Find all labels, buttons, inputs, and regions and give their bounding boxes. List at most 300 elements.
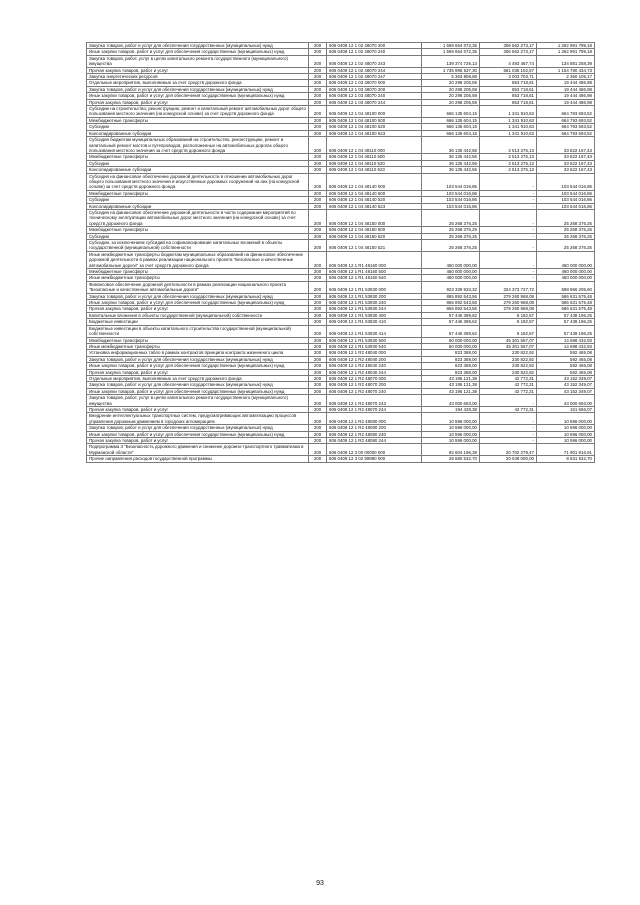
row-unexecuted-amount-cell: 43 152 349,07 <box>537 375 595 381</box>
row-approved-amount-cell: 25 268 376,25 <box>422 233 480 239</box>
row-budget-code-cell: 606 0409 12 1 02 48070 200 <box>327 43 422 49</box>
row-unexecuted-amount-cell: 33 622 167,43 <box>537 154 595 160</box>
row-approved-amount-cell: 666 135 604,15 <box>422 124 480 130</box>
row-unexecuted-amount-cell: 8 631 532,70 <box>537 456 595 462</box>
row-name-cell: Консолидированные субсидии <box>87 203 309 209</box>
row-approved-amount-cell: 43 195 121,38 <box>422 375 480 381</box>
row-name-cell: Отдельные мероприятия, выполняемые за счет средств дорожного фонда <box>87 80 309 86</box>
row-unexecuted-amount-cell: 103 544 016,86 <box>537 190 595 196</box>
row-budget-code-cell: 606 0409 12 1 R1 53930 540 <box>327 343 422 349</box>
page-number: 93 <box>316 880 324 887</box>
row-unexecuted-amount-cell: 25 268 376,25 <box>537 209 595 226</box>
row-name-cell: Прочая закупка товаров, работ и услуг <box>87 438 309 444</box>
row-name-cell: Бюджетные инвестиции в объекты капитального строительства государственной (муниципальной) собственности <box>87 325 309 337</box>
row-unexecuted-amount-cell: 460 000 000,00 <box>537 275 595 281</box>
table-row <box>87 209 595 226</box>
row-name-cell: Отдельные мероприятия, выполняемые за счет средств дорожного фонда <box>87 375 309 381</box>
row-approved-amount-cell: 25 268 376,25 <box>422 227 480 233</box>
table-row <box>87 369 595 375</box>
table-row <box>87 444 595 456</box>
row-name-cell: Консолидированные субсидии <box>87 130 309 136</box>
row-budget-code-cell: 606 0409 12 3 00 00000 000 <box>327 444 422 456</box>
row-executed-amount-cell: 230 822,92 <box>480 356 537 362</box>
table-row <box>87 93 595 99</box>
row-unexecuted-amount-cell: 19 444 486,98 <box>537 99 595 105</box>
row-admin-code-cell: 200 <box>309 49 327 55</box>
row-name-cell: Субсидии на строительство, реконструкцию, ремонт и капитальный ремонт автомобильных дорог общего пользования местного значения (на конкурсной основе) за счет средств дорожного фонда <box>87 106 309 118</box>
row-executed-amount-cell: 2 513 275,13 <box>480 160 537 166</box>
row-executed-amount-cell: 4 493 467,74 <box>480 55 537 67</box>
row-executed-amount-cell: 853 718,61 <box>480 86 537 92</box>
row-approved-amount-cell: 865 892 543,56 <box>422 293 480 299</box>
row-budget-code-cell: 606 0409 12 1 03 48070 240 <box>327 93 422 99</box>
row-unexecuted-amount-cell: 14 698 432,93 <box>537 337 595 343</box>
row-admin-code-cell: 200 <box>309 300 327 306</box>
row-executed-amount-cell: - <box>480 431 537 437</box>
table-row <box>87 240 595 252</box>
row-admin-code-cell: 200 <box>309 431 327 437</box>
row-approved-amount-cell: 43 195 121,38 <box>422 382 480 388</box>
row-budget-code-cell: 606 0409 12 1 04 48150 500 <box>327 227 422 233</box>
row-name-cell: Иные закупки товаров, работ и услуг для обеспечения государственных (муниципальных) нужд <box>87 431 309 437</box>
row-executed-amount-cell: 42 772,31 <box>480 382 537 388</box>
row-executed-amount-cell: - <box>480 275 537 281</box>
row-unexecuted-amount-cell: 460 000 000,00 <box>537 251 595 268</box>
row-executed-amount-cell: 853 718,61 <box>480 80 537 86</box>
row-budget-code-cell: 606 0409 12 1 R1 53930 414 <box>327 325 422 337</box>
row-approved-amount-cell: 36 135 442,56 <box>422 160 480 166</box>
row-approved-amount-cell: 823 388,00 <box>422 350 480 356</box>
row-admin-code-cell: 200 <box>309 173 327 190</box>
row-admin-code-cell: 200 <box>309 251 327 268</box>
row-approved-amount-cell: 57 446 389,62 <box>422 325 480 337</box>
row-budget-code-cell: 606 0409 12 1 02 48070 244 <box>327 67 422 73</box>
row-name-cell: Субсидия бюджетам муниципальных образований на строительство, реконструкцию, ремонт и капитальный ремонт мостов и путепроводов, расположенных на автомобильных дорогах общего пользования местного значения за счет средств дорожного фонда <box>87 137 309 154</box>
row-budget-code-cell: 606 0409 12 1 R2 48040 200 <box>327 356 422 362</box>
row-approved-amount-cell: 103 544 016,86 <box>422 203 480 209</box>
row-budget-code-cell: 606 0409 12 1 04 48150 521 <box>327 240 422 252</box>
row-approved-amount-cell: 923 339 933,32 <box>422 281 480 293</box>
row-budget-code-cell: 606 0409 12 1 03 48070 200 <box>327 86 422 92</box>
row-unexecuted-amount-cell: 134 881 258,39 <box>537 55 595 67</box>
row-approved-amount-cell: 20 298 205,59 <box>422 80 480 86</box>
row-unexecuted-amount-cell: 43 152 349,07 <box>537 388 595 394</box>
table-row <box>87 356 595 362</box>
row-budget-code-cell: 606 0409 12 1 04 48100 520 <box>327 124 422 130</box>
row-unexecuted-amount-cell: 57 438 196,25 <box>537 319 595 325</box>
row-admin-code-cell: 200 <box>309 388 327 394</box>
row-admin-code-cell: 200 <box>309 80 327 86</box>
row-admin-code-cell: 200 <box>309 363 327 369</box>
row-name-cell: Иные закупки товаров, работ и услуг для обеспечения государственных (муниципальных) нужд <box>87 93 309 99</box>
row-budget-code-cell: 606 0409 12 1 R2 48080 240 <box>327 431 422 437</box>
table-row <box>87 251 595 268</box>
row-budget-code-cell: 606 0409 12 3 02 99990 000 <box>327 456 422 462</box>
row-executed-amount-cell: 1 341 910,63 <box>480 106 537 118</box>
row-executed-amount-cell: 8 192,57 <box>480 325 537 337</box>
row-budget-code-cell: 606 0409 12 1 R1 53930 410 <box>327 319 422 325</box>
row-executed-amount-cell: 42 772,31 <box>480 406 537 412</box>
row-name-cell: Закупка товаров, работ и услуг для обеспечения государственных (муниципальных) нужд <box>87 86 309 92</box>
row-approved-amount-cell: 57 446 389,62 <box>422 312 480 318</box>
row-budget-code-cell: 606 0409 12 1 04 48100 500 <box>327 117 422 123</box>
row-budget-code-cell: 606 0409 12 1 R1 53930 400 <box>327 312 422 318</box>
row-approved-amount-cell: 1 735 995 537,30 <box>422 67 480 73</box>
row-approved-amount-cell: 10 596 000,00 <box>422 413 480 425</box>
row-budget-code-cell: 606 0409 12 1 R1 53930 244 <box>327 306 422 312</box>
row-unexecuted-amount-cell: 14 698 432,93 <box>537 343 595 349</box>
row-budget-code-cell: 606 0409 12 1 R2 48040 000 <box>327 350 422 356</box>
row-budget-code-cell: 606 0409 12 1 04 48140 520 <box>327 197 422 203</box>
row-approved-amount-cell: 43 195 121,38 <box>422 388 480 394</box>
row-budget-code-cell: 606 0409 12 1 03 48070 244 <box>327 99 422 105</box>
row-executed-amount-cell: - <box>480 173 537 190</box>
row-budget-code-cell: 606 0409 12 1 R2 48070 200 <box>327 382 422 388</box>
row-executed-amount-cell: 2 513 275,13 <box>480 167 537 173</box>
row-name-cell: Иные закупки товаров, работ и услуг для обеспечения государственных (муниципальных) нужд <box>87 49 309 55</box>
row-budget-code-cell: 606 0409 12 1 R1 48160 000 <box>327 251 422 268</box>
row-unexecuted-amount-cell: 33 622 167,43 <box>537 160 595 166</box>
row-approved-amount-cell: 823 388,00 <box>422 363 480 369</box>
row-unexecuted-amount-cell: 57 438 196,25 <box>537 325 595 337</box>
row-name-cell: Иные межбюджетные трансферты <box>87 275 309 281</box>
row-name-cell: Прочая закупка товаров, работ и услуг <box>87 369 309 375</box>
row-budget-code-cell: 606 0409 12 1 R1 53930 000 <box>327 281 422 293</box>
row-executed-amount-cell: 42 772,31 <box>480 388 537 394</box>
row-admin-code-cell: 200 <box>309 325 327 337</box>
row-budget-code-cell: 606 0409 12 1 R1 53930 240 <box>327 300 422 306</box>
row-approved-amount-cell: 666 135 604,15 <box>422 106 480 118</box>
row-budget-code-cell: 606 0409 12 1 R2 48080 244 <box>327 438 422 444</box>
row-name-cell: Иные межбюджетные трансферты бюджетам муниципальных образований на финансовое обеспечение дорожной деятельности в рамках реализации национального проекта "Безопасные и качественные автомобильные дороги" за счет средств дорожного фонда <box>87 251 309 268</box>
row-executed-amount-cell: - <box>480 425 537 431</box>
row-name-cell: Прочая закупка товаров, работ и услуг <box>87 67 309 73</box>
row-admin-code-cell: 200 <box>309 137 327 154</box>
row-unexecuted-amount-cell: 664 793 693,52 <box>537 106 595 118</box>
row-approved-amount-cell: 823 388,00 <box>422 356 480 362</box>
row-admin-code-cell: 200 <box>309 319 327 325</box>
row-executed-amount-cell: 45 301 567,07 <box>480 343 537 349</box>
row-budget-code-cell: 606 0409 12 1 04 48150 000 <box>327 209 422 226</box>
row-name-cell: Субсидии <box>87 197 309 203</box>
row-executed-amount-cell: 3 003 703,71 <box>480 74 537 80</box>
row-name-cell: Иные закупки товаров, работ и услуг для обеспечения государственных (муниципальных) нужд <box>87 300 309 306</box>
row-admin-code-cell: 200 <box>309 337 327 343</box>
row-approved-amount-cell: 194 428,38 <box>422 406 480 412</box>
table-row <box>87 395 595 407</box>
table-row <box>87 67 595 73</box>
table-row <box>87 281 595 293</box>
row-executed-amount-cell: 279 260 968,08 <box>480 300 537 306</box>
row-unexecuted-amount-cell: 664 793 693,52 <box>537 117 595 123</box>
row-budget-code-cell: 606 0409 12 1 04 48110 520 <box>327 160 422 166</box>
row-name-cell: Прочие направления расходов государственной программы <box>87 456 309 462</box>
row-name-cell: Субсидия на финансовое обеспечение дорожной деятельности в части содержания мероприятий по техническому эксплуатации автомобильных дорог местного значения (на конкурсной основе) за счет средств дорожного фонда <box>87 209 309 226</box>
row-admin-code-cell: 200 <box>309 444 327 456</box>
row-name-cell: Финансовое обеспечение дорожной деятельности в рамках реализации национального проекта "Безопасные и качественные автомобильные дороги" <box>87 281 309 293</box>
row-executed-amount-cell: 853 718,61 <box>480 99 537 105</box>
row-name-cell: Прочая закупка товаров, работ и услуг <box>87 99 309 105</box>
row-approved-amount-cell: 60 000 000,00 <box>422 337 480 343</box>
row-approved-amount-cell: 25 268 376,25 <box>422 209 480 226</box>
row-budget-code-cell: 606 0409 12 1 R2 48040 240 <box>327 363 422 369</box>
row-executed-amount-cell: 45 301 567,07 <box>480 337 537 343</box>
row-admin-code-cell: 200 <box>309 160 327 166</box>
row-unexecuted-amount-cell: 19 444 486,98 <box>537 80 595 86</box>
row-executed-amount-cell: 230 822,92 <box>480 350 537 356</box>
row-name-cell: Иные закупки товаров, работ и услуг для обеспечения государственных (муниципальных) нужд <box>87 363 309 369</box>
row-name-cell: Бюджетные инвестиции <box>87 319 309 325</box>
row-approved-amount-cell: 5 363 808,88 <box>422 74 480 80</box>
row-approved-amount-cell: 20 298 205,59 <box>422 99 480 105</box>
row-approved-amount-cell: 139 374 726,13 <box>422 55 480 67</box>
row-executed-amount-cell: 1 341 910,63 <box>480 117 537 123</box>
row-unexecuted-amount-cell: 25 268 376,25 <box>537 233 595 239</box>
row-executed-amount-cell: 230 822,92 <box>480 363 537 369</box>
row-budget-code-cell: 606 0409 12 1 R1 53930 200 <box>327 293 422 299</box>
row-budget-code-cell: 606 0409 12 1 04 48110 500 <box>327 154 422 160</box>
row-budget-code-cell: 606 0409 12 1 04 48140 500 <box>327 190 422 196</box>
row-executed-amount-cell: 20 702 279,47 <box>480 444 537 456</box>
row-budget-code-cell: 606 0409 12 1 R2 48080 000 <box>327 413 422 425</box>
row-executed-amount-cell: 853 718,61 <box>480 93 537 99</box>
row-budget-code-cell: 606 0409 12 1 R2 48070 244 <box>327 406 422 412</box>
budget-table <box>86 42 595 463</box>
row-executed-amount-cell: - <box>480 240 537 252</box>
row-name-cell: Внедрение интеллектуальных транспортных систем, предусматривающих автоматизацию процессов управления дорожным движением в городских агломерациях <box>87 413 309 425</box>
row-name-cell: Субсидии, за исключением субсидий на софинансирование капитальных вложений в объекты государственной (муниципальной) собственности <box>87 240 309 252</box>
row-admin-code-cell: 200 <box>309 74 327 80</box>
row-name-cell: Межбюджетные трансферты <box>87 190 309 196</box>
row-budget-code-cell: 606 0409 12 1 04 48100 000 <box>327 106 422 118</box>
row-approved-amount-cell: 865 892 543,56 <box>422 306 480 312</box>
row-unexecuted-amount-cell: 664 793 693,52 <box>537 124 595 130</box>
row-unexecuted-amount-cell: 151 656,07 <box>537 406 595 412</box>
row-admin-code-cell: 200 <box>309 197 327 203</box>
row-budget-code-cell: 606 0409 12 1 04 48110 523 <box>327 167 422 173</box>
row-admin-code-cell: 200 <box>309 67 327 73</box>
table-row <box>87 99 595 105</box>
row-budget-code-cell: 606 0409 12 1 02 48070 240 <box>327 49 422 55</box>
row-name-cell: Прочая закупка товаров, работ и услуг <box>87 306 309 312</box>
row-name-cell: Иные закупки товаров, работ и услуг для обеспечения государственных (муниципальных) нужд <box>87 388 309 394</box>
row-executed-amount-cell: 8 192,57 <box>480 319 537 325</box>
row-approved-amount-cell: 865 892 543,56 <box>422 300 480 306</box>
table-row <box>87 86 595 92</box>
row-admin-code-cell: 200 <box>309 293 327 299</box>
row-budget-code-cell: 606 0409 12 1 R2 48070 000 <box>327 375 422 381</box>
row-admin-code-cell: 200 <box>309 55 327 67</box>
table-row <box>87 55 595 67</box>
row-approved-amount-cell: 1 569 654 072,35 <box>422 43 480 49</box>
row-approved-amount-cell: 92 604 196,38 <box>422 444 480 456</box>
row-name-cell: Закупка товаров, работ и услуг для обеспечения государственных (муниципальных) нужд <box>87 43 309 49</box>
row-unexecuted-amount-cell: 103 544 016,86 <box>537 203 595 209</box>
row-executed-amount-cell: 279 260 968,08 <box>480 293 537 299</box>
row-admin-code-cell: 200 <box>309 281 327 293</box>
row-budget-code-cell: 606 0409 12 1 R2 48080 200 <box>327 425 422 431</box>
row-unexecuted-amount-cell: 10 596 000,00 <box>537 431 595 437</box>
row-budget-code-cell: 606 0409 12 1 R1 48160 500 <box>327 269 422 275</box>
row-admin-code-cell: 200 <box>309 130 327 136</box>
table-row <box>87 388 595 394</box>
row-name-cell: Закупка товаров, работ, услуг в целях капитального ремонта государственного (муниципального) имущества <box>87 55 309 67</box>
row-name-cell: Установка информационных табло в рамках контрактов принципа контракта жизненного цикла <box>87 350 309 356</box>
row-unexecuted-amount-cell: 57 438 196,25 <box>537 312 595 318</box>
row-admin-code-cell: 200 <box>309 425 327 431</box>
row-admin-code-cell: 200 <box>309 154 327 160</box>
row-budget-code-cell: 606 0409 12 1 04 48140 523 <box>327 203 422 209</box>
row-budget-code-cell: 606 0409 12 1 R1 48160 540 <box>327 275 422 281</box>
row-approved-amount-cell: 60 000 000,00 <box>422 343 480 349</box>
row-name-cell: Закупка товаров, работ и услуг для обеспечения государственных (муниципальных) нужд <box>87 356 309 362</box>
row-executed-amount-cell: 324 373 727,72 <box>480 281 537 293</box>
budget-table-body <box>87 43 595 463</box>
row-admin-code-cell: 200 <box>309 375 327 381</box>
row-executed-amount-cell: - <box>480 269 537 275</box>
row-name-cell: Межбюджетные трансферты <box>87 154 309 160</box>
row-admin-code-cell: 200 <box>309 438 327 444</box>
row-executed-amount-cell: - <box>480 197 537 203</box>
row-approved-amount-cell: 10 596 000,00 <box>422 431 480 437</box>
row-admin-code-cell: 200 <box>309 240 327 252</box>
row-executed-amount-cell: 306 662 273,17 <box>480 49 537 55</box>
row-unexecuted-amount-cell: 103 544 016,86 <box>537 197 595 203</box>
row-executed-amount-cell: - <box>480 209 537 226</box>
row-approved-amount-cell: 43 000 693,00 <box>422 395 480 407</box>
row-unexecuted-amount-cell: 592 465,08 <box>537 356 595 362</box>
row-approved-amount-cell: 823 388,00 <box>422 369 480 375</box>
row-executed-amount-cell: 2 513 275,13 <box>480 154 537 160</box>
row-admin-code-cell: 200 <box>309 117 327 123</box>
row-admin-code-cell: 200 <box>309 413 327 425</box>
table-row <box>87 306 595 312</box>
table-row <box>87 382 595 388</box>
table-row <box>87 80 595 86</box>
row-unexecuted-amount-cell: 71 901 916,91 <box>537 444 595 456</box>
row-unexecuted-amount-cell: 586 631 575,48 <box>537 306 595 312</box>
row-executed-amount-cell: 42 772,31 <box>480 375 537 381</box>
row-approved-amount-cell: 10 596 000,00 <box>422 425 480 431</box>
row-approved-amount-cell: 57 446 389,62 <box>422 319 480 325</box>
row-approved-amount-cell: 460 000 000,00 <box>422 269 480 275</box>
table-row <box>87 312 595 318</box>
row-approved-amount-cell: 28 680 532,70 <box>422 456 480 462</box>
table-row <box>87 137 595 154</box>
row-admin-code-cell: 200 <box>309 203 327 209</box>
row-unexecuted-amount-cell: 33 622 167,43 <box>537 137 595 154</box>
row-name-cell: Иные межбюджетные трансферты <box>87 343 309 349</box>
row-budget-code-cell: 606 0409 12 1 02 48070 247 <box>327 74 422 80</box>
row-executed-amount-cell: - <box>480 203 537 209</box>
row-executed-amount-cell: 230 822,92 <box>480 369 537 375</box>
row-executed-amount-cell: - <box>480 190 537 196</box>
row-name-cell: Субсидии <box>87 124 309 130</box>
table-row <box>87 106 595 118</box>
row-admin-code-cell: 200 <box>309 106 327 118</box>
row-admin-code-cell: 200 <box>309 93 327 99</box>
row-unexecuted-amount-cell: 460 000 000,00 <box>537 269 595 275</box>
row-admin-code-cell: 200 <box>309 190 327 196</box>
row-name-cell: Субсидия на финансовое обеспечение дорожной деятельности в отношении автомобильных дорог общего пользования местного значения и искусственных дорожных сооружений на них (на конкурсной основе) за счет средств дорожного фонда <box>87 173 309 190</box>
row-unexecuted-amount-cell: 592 465,08 <box>537 369 595 375</box>
row-unexecuted-amount-cell: 592 465,08 <box>537 350 595 356</box>
row-admin-code-cell: 200 <box>309 369 327 375</box>
row-admin-code-cell: 200 <box>309 406 327 412</box>
row-budget-code-cell: 606 0409 12 1 03 48070 000 <box>327 80 422 86</box>
row-unexecuted-amount-cell: 586 631 575,48 <box>537 300 595 306</box>
row-name-cell: Субсидии <box>87 233 309 239</box>
row-approved-amount-cell: 103 544 016,86 <box>422 190 480 196</box>
table-row <box>87 350 595 356</box>
row-admin-code-cell: 200 <box>309 343 327 349</box>
row-approved-amount-cell: 25 268 376,25 <box>422 240 480 252</box>
row-executed-amount-cell: - <box>480 413 537 425</box>
row-executed-amount-cell: 306 662 273,17 <box>480 43 537 49</box>
row-approved-amount-cell: 460 000 000,00 <box>422 251 480 268</box>
row-name-cell: Межбюджетные трансферты <box>87 337 309 343</box>
row-name-cell: Прочая закупка товаров, работ и услуг <box>87 406 309 412</box>
row-name-cell: Консолидированные субсидии <box>87 167 309 173</box>
row-budget-code-cell: 606 0409 12 1 04 48100 523 <box>327 130 422 136</box>
row-executed-amount-cell: 1 341 910,63 <box>480 124 537 130</box>
row-unexecuted-amount-cell: 43 152 349,07 <box>537 382 595 388</box>
row-executed-amount-cell: - <box>480 251 537 268</box>
row-executed-amount-cell: - <box>480 395 537 407</box>
row-unexecuted-amount-cell: 586 631 575,48 <box>537 293 595 299</box>
row-budget-code-cell: 606 0409 12 1 04 48150 520 <box>327 233 422 239</box>
row-approved-amount-cell: 36 135 442,56 <box>422 167 480 173</box>
table-row <box>87 49 595 55</box>
row-name-cell: Закупка товаров, работ, услуг в целях капитального ремонта государственного (муниципального) имущества <box>87 395 309 407</box>
table-row <box>87 173 595 190</box>
row-budget-code-cell: 606 0409 12 1 02 48070 243 <box>327 55 422 67</box>
row-budget-code-cell: 606 0409 12 1 04 48140 000 <box>327 173 422 190</box>
row-name-cell: Субсидии <box>87 160 309 166</box>
row-approved-amount-cell: 103 544 016,86 <box>422 173 480 190</box>
row-unexecuted-amount-cell: 10 596 000,00 <box>537 425 595 431</box>
row-unexecuted-amount-cell: 2 360 105,17 <box>537 74 595 80</box>
table-row <box>87 375 595 381</box>
row-executed-amount-cell: - <box>480 438 537 444</box>
table-row <box>87 456 595 462</box>
row-budget-code-cell: 606 0409 12 1 R2 48040 244 <box>327 369 422 375</box>
table-row <box>87 406 595 412</box>
row-executed-amount-cell: - <box>480 233 537 239</box>
row-name-cell: Межбюджетные трансферты <box>87 227 309 233</box>
table-row <box>87 325 595 337</box>
row-executed-amount-cell: 8 192,57 <box>480 312 537 318</box>
row-executed-amount-cell: 1 341 910,63 <box>480 130 537 136</box>
row-executed-amount-cell: 279 260 968,08 <box>480 306 537 312</box>
row-approved-amount-cell: 460 000 000,00 <box>422 275 480 281</box>
row-admin-code-cell: 200 <box>309 209 327 226</box>
row-admin-code-cell: 200 <box>309 167 327 173</box>
table-row <box>87 363 595 369</box>
row-name-cell: Межбюджетные трансферты <box>87 117 309 123</box>
table-row <box>87 413 595 425</box>
row-admin-code-cell: 200 <box>309 350 327 356</box>
row-name-cell: Закупка товаров, работ и услуг для обеспечения государственных (муниципальных) нужд <box>87 425 309 431</box>
row-name-cell: Закупка товаров, работ и услуг для обеспечения государственных (муниципальных) нужд <box>87 293 309 299</box>
row-approved-amount-cell: 1 569 654 072,35 <box>422 49 480 55</box>
row-unexecuted-amount-cell: 43 000 693,00 <box>537 395 595 407</box>
row-admin-code-cell: 200 <box>309 269 327 275</box>
row-name-cell: Закупка товаров, работ и услуг для обеспечения государственных (муниципальных) нужд <box>87 382 309 388</box>
row-admin-code-cell: 200 <box>309 395 327 407</box>
row-approved-amount-cell: 36 135 442,56 <box>422 137 480 154</box>
row-executed-amount-cell: - <box>480 227 537 233</box>
